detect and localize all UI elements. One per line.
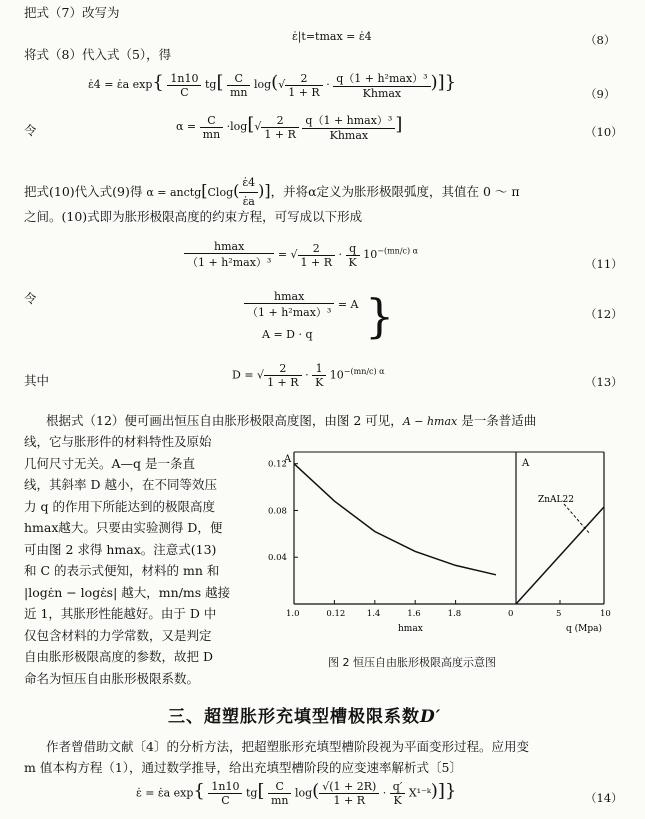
- eq14-number: （14）: [585, 791, 623, 805]
- a-q-line: [516, 507, 604, 604]
- eq11-dot: ·: [338, 248, 343, 261]
- closing-line-1: 作者曾借助文献〔4〕的分析方法，把超塑胀形充填型槽阶段视为平面变形过程。应用变: [46, 739, 529, 754]
- p1-line: 自由胀形极限高度的参数，故把 D: [24, 649, 213, 664]
- eq14-dot: ·: [382, 786, 387, 800]
- eq13-k-frac: $\frac{1}{K}$: [312, 362, 326, 389]
- left-x-label: hmax: [398, 624, 423, 634]
- eq10-log: ·log: [226, 120, 248, 133]
- line-constraint: 之间。(10)式即为胀形极限高度的约束方程，可写成以下形成: [24, 209, 363, 224]
- left-y-tick-label: 0.04: [268, 553, 287, 564]
- inline-alpha-eq: α = anctg: [146, 186, 202, 199]
- section-symbol: D′: [420, 707, 442, 727]
- section-heading: [168, 702, 441, 727]
- p1-first-end: 是一条普适曲: [457, 413, 537, 428]
- eq9-lhs: ε̇4 = ε̇a exp: [88, 78, 153, 91]
- eq9-sqrt-frac: $\frac{2}{1 + R}$: [285, 72, 323, 99]
- eq14-frac1: $\frac{1n10}{C}$: [208, 780, 242, 807]
- left-x-tick-label: 0.12: [326, 609, 346, 619]
- eq13-number: （13）: [585, 375, 623, 389]
- l4-part-c: 定义为胀形极限弧度，其值在 0 ～ π: [316, 184, 520, 199]
- right-ticks: [556, 600, 611, 619]
- annotation-label: ZnAL22: [538, 495, 574, 505]
- eq14-lhs: ε̇ = ε̇a exp: [136, 786, 194, 800]
- closing-line-2: m 值本构方程（1），通过数学推导，给出充填型槽阶段的应变速率解析式〔5〕: [24, 760, 462, 775]
- l4-alpha: α: [308, 184, 317, 199]
- eq10-sqrt-frac: $\frac{2}{1 + R}$: [261, 114, 299, 141]
- eq8-number: （8）: [585, 33, 616, 47]
- right-y-label: A: [522, 458, 530, 469]
- a-hmax-curve: [294, 464, 496, 575]
- line-rewrite-eq7: 把式（7）改写为: [24, 5, 120, 20]
- equation-11: $\frac{hmax}{\text{（1 + h²max）³}}$ = √ $\frac{2}{1 + R}$ · $\frac{q}{K}$ $10^{-(mn/c) \alpha}$: [184, 240, 418, 270]
- eq12-rhs: = A: [337, 298, 359, 311]
- p1-line: 近 1，其胀形性能越好。由于 D 中: [24, 606, 217, 621]
- p1-line: 仅包含材料的力学常数，又是判定: [24, 627, 212, 643]
- inline-frac: $\frac{\varepsiloṅ4}{\varepsiloṅa}$: [239, 174, 258, 211]
- eq12-line2: A = D · q: [262, 328, 313, 341]
- p1-line: 线，其斜率 D 越小，在不同等效压: [24, 477, 217, 492]
- eq9-tg: tg: [204, 78, 217, 91]
- section-title: 三、超塑胀形充填型槽极限系数: [168, 707, 420, 727]
- paragraph-wrapped: [24, 431, 256, 689]
- p1-line: 可由图 2 求得 hmax。注意式(13): [24, 541, 217, 557]
- eq9-frac1: $\frac{1n10}{C}$: [167, 72, 201, 99]
- line-let-1: 令: [24, 123, 37, 138]
- p1-line: 和 C 的表示式便知，材料的 mn 和: [24, 563, 220, 578]
- inline-clog: Clog: [207, 186, 234, 199]
- eq10-frac1: $\frac{C}{mn}$: [200, 114, 224, 141]
- eq13-sqrt-frac: $\frac{2}{1 + R}$: [264, 362, 302, 389]
- left-x-tick-label: 0: [508, 609, 514, 619]
- eq12-number: （12）: [585, 307, 623, 321]
- eq11-exponent: −(mn/c) α: [377, 246, 419, 256]
- l4-part-b: ，并将: [270, 184, 309, 199]
- p1-line: 命名为恒压自由胀形极限系数。: [24, 670, 200, 686]
- eq9-dot: ·: [326, 78, 330, 91]
- eq14-sqrt-frac: $\frac{√(1 + 2R)}{1 + R}$: [319, 780, 379, 807]
- equation-10: α = $\frac{C}{mn}$ ·log[√ $\frac{2}{1 + R}$ $\frac{\text{q（1 + hmax）³}}{Khmax}$ ]: [176, 113, 403, 142]
- eq13-ten: 10: [329, 368, 344, 382]
- eq8-lhs: ε̇|t=tmax: [292, 30, 343, 43]
- eq14-log: log: [294, 786, 313, 800]
- eq14-q-frac: $\frac{q'}{K}$: [390, 780, 406, 807]
- line-let-2: 令: [24, 291, 37, 306]
- p1-line: 线，它与胀形件的材料特性及原始: [24, 434, 212, 449]
- line-where: 其中: [24, 373, 50, 388]
- eq12-brace: }: [365, 289, 395, 343]
- eq9-frac3: $\frac{\text{q（1 + h²max）³}}{Khmax}$: [333, 70, 430, 100]
- eq8-rhs: = ε̇4: [346, 30, 372, 43]
- eq9-frac2: $\frac{C}{mn}$: [227, 72, 251, 99]
- left-x-tick-label: 1.4: [366, 609, 381, 619]
- eq14-tg: tg: [245, 786, 258, 800]
- eq11-ten: 10: [363, 248, 378, 261]
- eq11-number: （11）: [585, 257, 623, 271]
- eq9-number: （9）: [585, 87, 616, 101]
- line-substitute-eq10: 把式(10)代入式(9)得 α = anctg[Clog( $\frac{\varepsiloṅ4}{\varepsiloṅa}$ )]，并将α定义为胀形极限弧度，其值在 0 ～ π: [24, 174, 520, 211]
- equation-9: ε̇4 = ε̇a exp{ $\frac{1n10}{C}$ tg[ $\frac{C}{mn}$ log(√ $\frac{2}{1 + R}$ · $\frac{\text{q（1 + h²max）³}}{Khmax}$ )]}: [88, 71, 457, 100]
- eq14-frac2: $\frac{C}{mn}$: [268, 780, 292, 807]
- eq14-x: X¹⁻ᵏ: [408, 786, 431, 800]
- figure-2: [268, 448, 628, 640]
- right-x-tick-label: 10: [600, 609, 611, 619]
- eq11-q-frac: $\frac{q}{K}$: [346, 242, 360, 269]
- equation-12: [244, 290, 358, 320]
- eq12-lhs-frac: $\frac{hmax}{\text{（1 + h²max）³}}$: [244, 290, 334, 320]
- figure-caption: 图 2 恒压自由胀形极限高度示意图: [328, 656, 496, 669]
- p1-first-text: 根据式（12）便可画出恒压自由胀形极限高度图，由图 2 可见，: [46, 413, 403, 428]
- eq13-exponent: −(mn/c) α: [343, 366, 385, 376]
- left-x-tick-label: 1.8: [447, 609, 462, 619]
- eq9-log: log: [253, 78, 272, 91]
- right-x-label: q (Mpa): [566, 624, 602, 634]
- left-x-tick-label: 1.6: [407, 609, 421, 619]
- left-y-label: A: [284, 454, 292, 465]
- equation-13: D = √ $\frac{2}{1 + R}$ · $\frac{1}{K}$ $10^{-(mn/c) \alpha}$: [232, 362, 385, 389]
- eq13-lhs: D =: [232, 368, 254, 382]
- left-y-tick-label: 0.08: [268, 506, 287, 517]
- eq11-sqrt-frac: $\frac{2}{1 + R}$: [298, 242, 336, 269]
- right-x-tick-label: 5: [556, 609, 562, 619]
- eq10-number: （10）: [585, 125, 623, 139]
- line-substitute-eq8: 将式（8）代入式（5），得: [24, 47, 172, 62]
- eq11-eq: =: [277, 248, 288, 261]
- eq10-frac2: $\frac{\text{q（1 + hmax）³}}{Khmax}$: [302, 112, 395, 142]
- eq10-lhs: α =: [176, 120, 197, 133]
- left-y-tick-label: 0.12: [268, 459, 287, 470]
- eq11-lhs-frac: $\frac{hmax}{\text{（1 + h²max）³}}$: [184, 240, 274, 270]
- l4-part-a: 把式(10)代入式(9)得: [24, 184, 143, 199]
- p1-a-hmax: A − hmax: [402, 415, 458, 428]
- p1-line: hmax越大。只要由实验测得 D，便: [24, 520, 223, 535]
- equation-14: ε̇ = ε̇a exp{ $\frac{1n10}{C}$ tg[ $\frac{C}{mn}$ log( $\frac{√(1 + 2R)}{1 + R}$ · $\frac{q'}{K}$ X¹⁻ᵏ)]}: [136, 780, 457, 807]
- p1-line: 几何尺寸无关。A—q 是一条直: [24, 455, 196, 471]
- equation-8: [292, 30, 372, 43]
- paragraph-first-line: [46, 410, 536, 433]
- left-x-tick-label: 1.0: [286, 609, 300, 619]
- eq13-dot: ·: [305, 368, 309, 382]
- p1-line: |logε̇n − logε̇s| 越大，mn/ms 越接: [24, 584, 231, 600]
- annotation-leader: [564, 504, 590, 534]
- p1-line: 力 q 的作用下所能达到的极限高度: [24, 498, 215, 514]
